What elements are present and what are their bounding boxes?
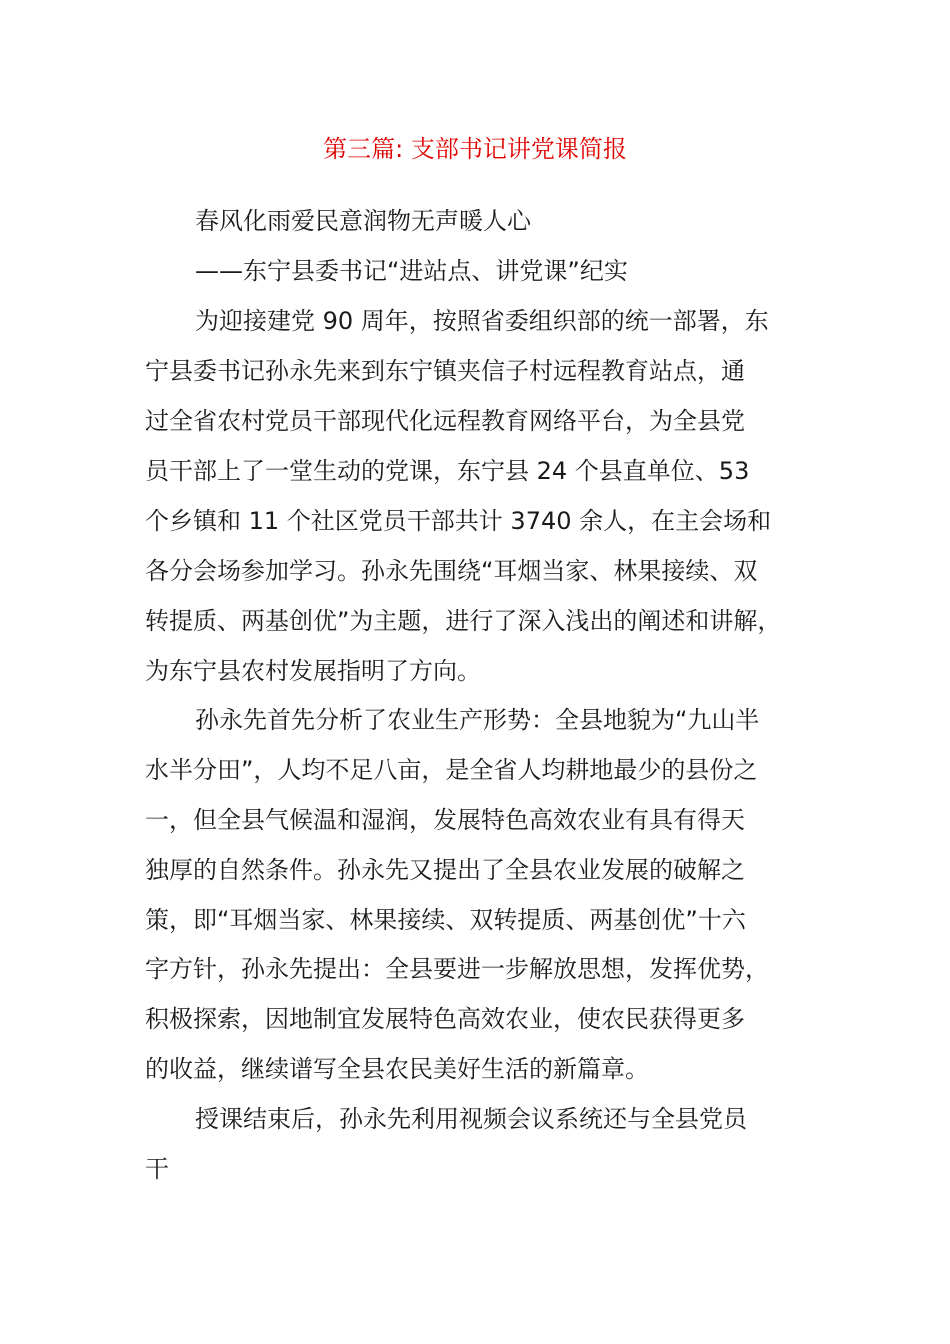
text-line: 策，即“耳烟当家、林果接续、双转提质、两基创优”十六 [145, 906, 746, 934]
text-line: 转提质、两基创优”为主题，进行了深入浅出的阐述和讲解， [145, 607, 782, 635]
text-line: 积极探索，因地制宜发展特色高效农业，使农民获得更多 [145, 1005, 745, 1033]
text-line: 为迎接建党 90 周年，按照省委组织部的统一部署，东 [195, 307, 769, 335]
text-line: 字方针，孙永先提出：全县要进一步解放思想，发挥优势， [145, 955, 769, 983]
byline: ——东宁县委书记“进站点、讲党课”纪实 [195, 257, 628, 285]
text-line: 宁县委书记孙永先来到东宁镇夹信子村远程教育站点，通 [145, 357, 745, 385]
text-line: 孙永先首先分析了农业生产形势：全县地貌为“九山半 [195, 706, 760, 734]
text-line: 干 [145, 1155, 169, 1183]
text-line: 独厚的自然条件。孙永先又提出了全县农业发展的破解之 [145, 856, 745, 884]
text-line: 员干部上了一堂生动的党课，东宁县 24 个县直单位、53 [145, 457, 750, 485]
subtitle: 春风化雨爱民意润物无声暖人心 [195, 207, 531, 235]
text-line: 个乡镇和 11 个社区党员干部共计 3740 余人，在主会场和 [145, 507, 772, 535]
text-line: 过全省农村党员干部现代化远程教育网络平台，为全县党 [145, 407, 745, 435]
document-title: 第三篇: 支部书记讲党课简报 [323, 135, 627, 163]
text-line: 水半分田”，人均不足八亩，是全省人均耕地最少的县份之 [145, 756, 758, 784]
text-line: 一，但全县气候温和湿润，发展特色高效农业有具有得天 [145, 806, 745, 834]
text-line: 各分会场参加学习。孙永先围绕“耳烟当家、林果接续、双 [145, 557, 758, 585]
text-line: 为东宁县农村发展指明了方向。 [145, 657, 481, 685]
text-line: 的收益，继续谱写全县农民美好生活的新篇章。 [145, 1055, 649, 1083]
text-line: 授课结束后，孙永先利用视频会议系统还与全县党员 [195, 1105, 747, 1133]
